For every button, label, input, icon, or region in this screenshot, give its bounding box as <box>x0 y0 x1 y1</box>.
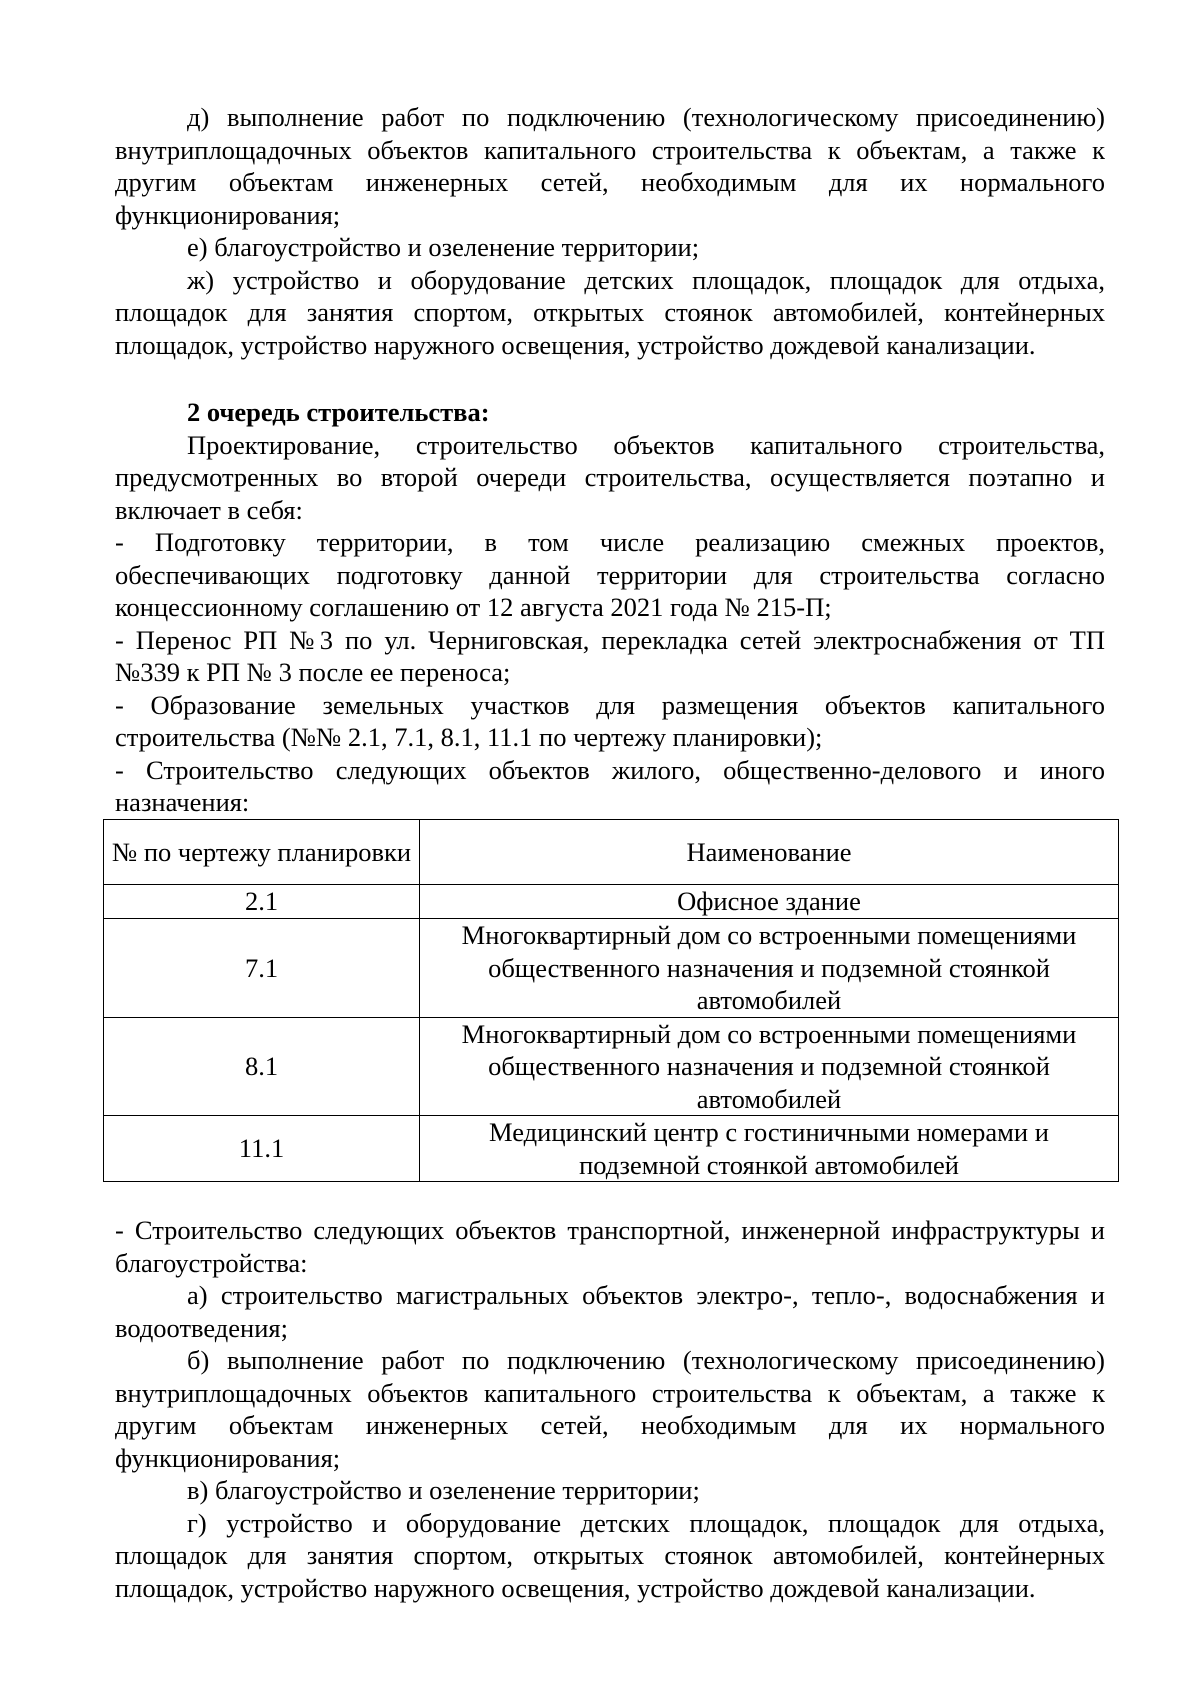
paragraph-b: б) выполнение работ по подключению (технологическому присоединению) внутриплощадочных объектов капитального строительства к объектам, а также к другим объектам инженерных сетей, необходимым для их нормального функционирования; <box>115 1345 1105 1473</box>
header-name: Наименование <box>420 820 1119 885</box>
bottom-section <box>115 1214 1105 1604</box>
table-header-row <box>104 820 1119 885</box>
table-row <box>104 1116 1119 1182</box>
paragraph-g: г) устройство и оборудование детских площадок, площадок для отдыха, площадок для занятия спортом, открытых стоянок автомобилей, контейнерных площадок, устройство наружного освещения, устройство дождевой канализации. <box>115 1507 1105 1603</box>
paragraph-a: а) строительство магистральных объектов электро-, тепло-, водоснабжения и водоотведения; <box>115 1280 1105 1343</box>
list-item-construction: - Строительство следующих объектов жилого, общественно-делового и иного назначения: <box>115 754 1105 817</box>
paragraph-zh: ж) устройство и оборудование детских площадок, площадок для отдыха, площадок для занятия спортом, открытых стоянок автомобилей, контейнерных площадок, устройство наружного освещения, устройство дождевой канализации. <box>115 264 1105 360</box>
table-row <box>104 885 1119 919</box>
stage2-section <box>115 396 1105 819</box>
cell-number: 7.1 <box>104 919 420 1018</box>
table-row <box>104 1017 1119 1116</box>
paragraph-v: в) благоустройство и озеленение территории; <box>187 1475 700 1505</box>
objects-table <box>103 819 1119 1182</box>
section-heading: 2 очередь строительства: <box>187 397 490 427</box>
list-item-rp-transfer: - Перенос РП №3 по ул. Черниговская, перекладка сетей электроснабжения от ТП №339 к РП № 3 после ее переноса; <box>115 624 1105 687</box>
cell-number: 8.1 <box>104 1017 420 1116</box>
paragraph-e: е) благоустройство и озеленение территории; <box>187 232 700 262</box>
top-section <box>115 101 1105 361</box>
cell-name: Офисное здание <box>420 885 1119 919</box>
intro-paragraph: Проектирование, строительство объектов капитального строительства, предусмотренных во второй очереди строительства, осуществляется поэтапно и включает в себя: <box>115 429 1105 525</box>
cell-number: 2.1 <box>104 885 420 919</box>
cell-name: Многоквартирный дом со встроенными помещениями общественного назначения и подземной стоянкой автомобилей <box>420 919 1119 1018</box>
cell-number: 11.1 <box>104 1116 420 1182</box>
table-row <box>104 919 1119 1018</box>
cell-name: Многоквартирный дом со встроенными помещениями общественного назначения и подземной стоянкой автомобилей <box>420 1017 1119 1116</box>
cell-name: Медицинский центр с гостиничными номерами и подземной стоянкой автомобилей <box>420 1116 1119 1182</box>
header-number: № по чертежу планировки <box>104 820 420 885</box>
list-item-land-plots: - Образование земельных участков для размещения объектов капитального строительства (№№ 2.1, 7.1, 8.1, 11.1 по чертежу планировки); <box>115 689 1105 752</box>
paragraph-d: д) выполнение работ по подключению (технологическому присоединению) внутриплощадочных объектов капитального строительства к объектам, а также к другим объектам инженерных сетей, необходимым для их нормального функционирования; <box>115 102 1105 230</box>
list-item-territory-prep: - Подготовку территории, в том числе реализацию смежных проектов, обеспечивающих подготовку данной территории для строительства согласно концессионному соглашению от 12 августа 2021 года № 215-П; <box>115 527 1105 622</box>
list-item-infrastructure: - Строительство следующих объектов транспортной, инженерной инфраструктуры и благоустройства: <box>115 1215 1105 1278</box>
